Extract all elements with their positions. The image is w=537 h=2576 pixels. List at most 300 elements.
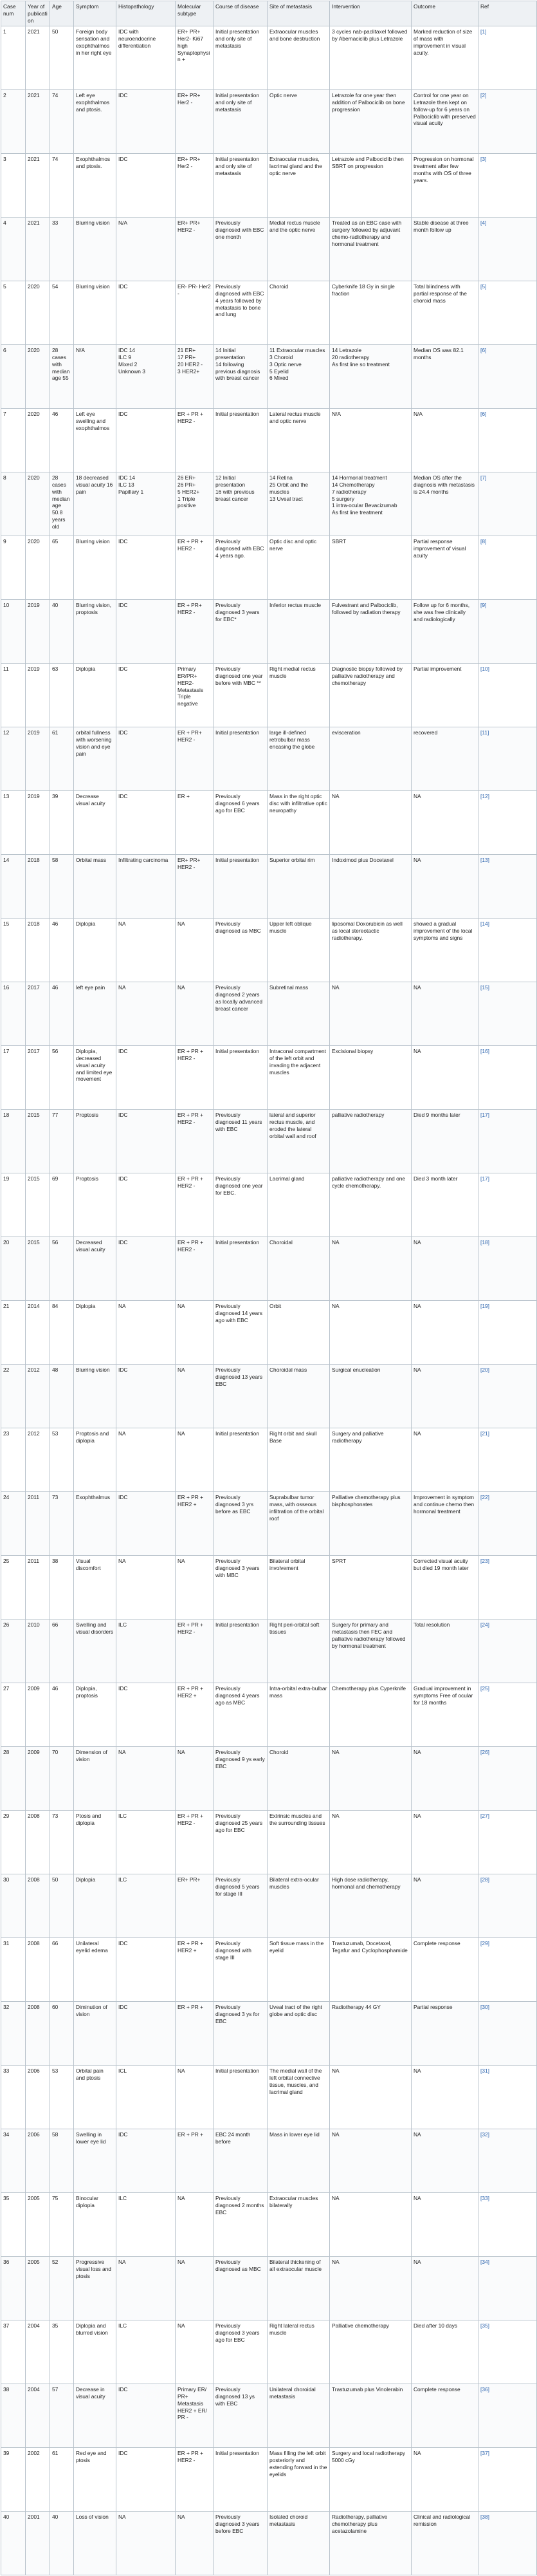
cell-site-of-metastasis: Bilateral orbital involvement bbox=[268, 1556, 330, 1619]
cell-intervention: Fulvestrant and Palbociclib, followed by radiation therapy bbox=[330, 600, 412, 664]
ref-link[interactable]: [23] bbox=[478, 1556, 537, 1619]
table-row bbox=[1, 218, 537, 281]
table-row bbox=[1, 1747, 537, 1811]
cell-year: 2015 bbox=[26, 1237, 50, 1301]
cell-symptom: Left eye swelling and exophthalmos bbox=[74, 409, 116, 472]
cell-outcome: Median OS after the diagnosis with metastasis is 24.4 months bbox=[412, 472, 478, 536]
table-row bbox=[1, 1811, 537, 1874]
table-row bbox=[1, 1428, 537, 1492]
cell-histopathology: IDC bbox=[116, 1683, 176, 1747]
cell-case-num: 30 bbox=[1, 1874, 26, 1938]
cell-intervention: 3 cycles nab-paclitaxel followed by Abemaciclib plus Letrazole bbox=[330, 26, 412, 90]
ref-link[interactable]: [36] bbox=[478, 2384, 537, 2448]
ref-link[interactable]: [25] bbox=[478, 1683, 537, 1747]
header-year: Year of publication bbox=[26, 1, 50, 26]
cell-symptom: Decrease in visual acuity bbox=[74, 2384, 116, 2448]
cell-histopathology: IDC bbox=[116, 1110, 176, 1173]
cell-histopathology: IDC bbox=[116, 600, 176, 664]
cell-histopathology: IDC bbox=[116, 1237, 176, 1301]
ref-link[interactable]: [2] bbox=[478, 90, 537, 154]
cell-year: 2012 bbox=[26, 1428, 50, 1492]
cell-course-of-disease: Previously diagnosed with EBC 4 years ago. bbox=[214, 536, 268, 600]
cell-outcome: Gradual improvement in symptoms Free of ocular for 18 months bbox=[412, 1683, 478, 1747]
cell-molecular-subtype: NA bbox=[176, 2257, 214, 2320]
cell-outcome: Died after 10 days bbox=[412, 2320, 478, 2384]
table-row bbox=[1, 2384, 537, 2448]
cell-case-num: 27 bbox=[1, 1683, 26, 1747]
cell-site-of-metastasis: Right medial rectus muscle bbox=[268, 664, 330, 727]
cell-outcome: recovered bbox=[412, 727, 478, 791]
cell-site-of-metastasis: Uveal tract of the right globe and optic disc bbox=[268, 2002, 330, 2066]
cell-case-num: 11 bbox=[1, 664, 26, 727]
cell-intervention: NA bbox=[330, 1747, 412, 1811]
ref-link[interactable]: [29] bbox=[478, 1938, 537, 2002]
cell-molecular-subtype: ER + PR + HER2 + bbox=[176, 1938, 214, 2002]
cell-age: 50 bbox=[50, 1874, 74, 1938]
ref-link[interactable]: [6] bbox=[478, 345, 537, 409]
cell-molecular-subtype: NA bbox=[176, 1301, 214, 1365]
cell-year: 2009 bbox=[26, 1683, 50, 1747]
ref-link[interactable]: [17] bbox=[478, 1173, 537, 1237]
cell-histopathology: NA bbox=[116, 982, 176, 1046]
cell-case-num: 8 bbox=[1, 472, 26, 536]
cell-histopathology: Infiltrating carcinoma bbox=[116, 855, 176, 919]
cell-outcome: NA bbox=[412, 1365, 478, 1428]
cell-molecular-subtype: NA bbox=[176, 2066, 214, 2129]
cell-intervention: Surgery and local radiotherapy 5000 cGy bbox=[330, 2448, 412, 2512]
cell-age: 35 bbox=[50, 2320, 74, 2384]
cell-course-of-disease: Initial presentation bbox=[214, 2066, 268, 2129]
cell-intervention: NA bbox=[330, 2193, 412, 2257]
table-row bbox=[1, 1046, 537, 1110]
ref-link[interactable]: [26] bbox=[478, 1747, 537, 1811]
cell-molecular-subtype: ER + PR + HER2 - bbox=[176, 409, 214, 472]
cell-site-of-metastasis: Unilateral choroidal metastasis bbox=[268, 2384, 330, 2448]
cell-year: 2018 bbox=[26, 855, 50, 919]
cell-molecular-subtype: ER + PR + HER2 - bbox=[176, 536, 214, 600]
cell-course-of-disease: Initial presentation and only site of metastasis bbox=[214, 154, 268, 218]
cell-outcome: NA bbox=[412, 1811, 478, 1874]
cell-course-of-disease: Previously diagnosed one year before with MBC ** bbox=[214, 664, 268, 727]
ref-link[interactable]: [4] bbox=[478, 218, 537, 281]
header-intervention: Intervention bbox=[330, 1, 412, 26]
cell-year: 2008 bbox=[26, 1874, 50, 1938]
cell-histopathology: NA bbox=[116, 1747, 176, 1811]
cell-symptom: Progressive visual loss and ptosis bbox=[74, 2257, 116, 2320]
cell-age: 28 cases with median age 50.8 years old bbox=[50, 472, 74, 536]
cell-symptom: Loss of vision bbox=[74, 2512, 116, 2575]
ref-link[interactable]: [30] bbox=[478, 2002, 537, 2066]
cell-outcome: Stable disease at three month follow up bbox=[412, 218, 478, 281]
cell-case-num: 3 bbox=[1, 154, 26, 218]
cell-histopathology: IDC bbox=[116, 2002, 176, 2066]
cell-case-num: 21 bbox=[1, 1301, 26, 1365]
cell-intervention: Excisional biopsy bbox=[330, 1046, 412, 1110]
cell-outcome: Partial response bbox=[412, 2002, 478, 2066]
cell-outcome: NA bbox=[412, 2257, 478, 2320]
cell-outcome: NA bbox=[412, 2066, 478, 2129]
cell-intervention: Treated as an EBC case with surgery followed by adjuvant chemo-radiotherapy and hormonal treatment bbox=[330, 218, 412, 281]
cell-site-of-metastasis: Extraocular muscles, lacrimal gland and the optic nerve bbox=[268, 154, 330, 218]
cell-symptom: Swelling in lower eye lid bbox=[74, 2129, 116, 2193]
cell-outcome: Total blindness with partial response of the choroid mass bbox=[412, 281, 478, 345]
cell-symptom: Foreign body sensation and exophthalmos in her right eye bbox=[74, 26, 116, 90]
cell-outcome: NA bbox=[412, 1046, 478, 1110]
cell-site-of-metastasis: Soft tissue mass in the eyelid bbox=[268, 1938, 330, 2002]
cell-year: 2008 bbox=[26, 2002, 50, 2066]
cell-symptom: Proptosis bbox=[74, 1173, 116, 1237]
cell-case-num: 20 bbox=[1, 1237, 26, 1301]
cell-intervention: Radiotherapy 44 GY bbox=[330, 2002, 412, 2066]
cell-year: 2021 bbox=[26, 218, 50, 281]
cell-symptom: Exophthalmos and ptosis. bbox=[74, 154, 116, 218]
cell-symptom: Unilateral eyelid edema bbox=[74, 1938, 116, 2002]
cell-histopathology: ILC bbox=[116, 2320, 176, 2384]
cell-course-of-disease: Previously diagnosed 3 ys for EBC bbox=[214, 2002, 268, 2066]
cell-age: 61 bbox=[50, 727, 74, 791]
cell-outcome: showed a gradual improvement of the local symptoms and signs bbox=[412, 919, 478, 982]
cell-molecular-subtype: ER + PR + HER2 - bbox=[176, 1811, 214, 1874]
ref-link[interactable]: [7] bbox=[478, 472, 537, 536]
cell-age: 46 bbox=[50, 409, 74, 472]
cell-outcome: Corrected visual acuity but died 19 month later bbox=[412, 1556, 478, 1619]
cell-molecular-subtype: ER+ PR+ Her2 - bbox=[176, 90, 214, 154]
cell-symptom: Blurring vision bbox=[74, 218, 116, 281]
cell-case-num: 39 bbox=[1, 2448, 26, 2512]
ref-link[interactable]: [1] bbox=[478, 26, 537, 90]
ref-link[interactable]: [35] bbox=[478, 2320, 537, 2384]
cell-year: 2011 bbox=[26, 1556, 50, 1619]
cell-age: 53 bbox=[50, 2066, 74, 2129]
cell-case-num: 14 bbox=[1, 855, 26, 919]
cell-case-num: 13 bbox=[1, 791, 26, 855]
cell-symptom: Ptosis and diplopia bbox=[74, 1811, 116, 1874]
ref-link[interactable]: [32] bbox=[478, 2129, 537, 2193]
cell-histopathology: IDC bbox=[116, 90, 176, 154]
cell-course-of-disease: Previously diagnosed 5 years for stage III bbox=[214, 1874, 268, 1938]
cell-course-of-disease: Initial presentation and only site of metastasis bbox=[214, 26, 268, 90]
cell-intervention: Letrazole for one year then addition of Palbociclib on bone progression bbox=[330, 90, 412, 154]
table-row bbox=[1, 1301, 537, 1365]
cell-molecular-subtype: ER + PR + HER2 + bbox=[176, 1683, 214, 1747]
cell-outcome: NA bbox=[412, 982, 478, 1046]
table-row bbox=[1, 90, 537, 154]
cell-year: 2021 bbox=[26, 26, 50, 90]
cell-intervention: NA bbox=[330, 791, 412, 855]
table-row bbox=[1, 1619, 537, 1683]
cell-site-of-metastasis: 11 Extraocular muscles 3 Choroid 3 Optic nerve 5 Eyelid 6 Mixed bbox=[268, 345, 330, 409]
cell-outcome: NA bbox=[412, 791, 478, 855]
cell-symptom: Diplopia bbox=[74, 1874, 116, 1938]
cell-intervention: Cyberknife 18 Gy in single fraction bbox=[330, 281, 412, 345]
cell-molecular-subtype: ER + PR + HER2 - bbox=[176, 1110, 214, 1173]
cell-histopathology: N/A bbox=[116, 218, 176, 281]
cell-site-of-metastasis: Isolated choroid metastasis bbox=[268, 2512, 330, 2575]
table-row bbox=[1, 791, 537, 855]
cell-symptom: Decreased visual acuity bbox=[74, 1237, 116, 1301]
cell-age: 40 bbox=[50, 600, 74, 664]
cell-course-of-disease: Previously diagnosed 4 years ago as MBC bbox=[214, 1683, 268, 1747]
cell-outcome: NA bbox=[412, 1428, 478, 1492]
cell-course-of-disease: Initial presentation bbox=[214, 1237, 268, 1301]
ref-link[interactable]: [14] bbox=[478, 919, 537, 982]
cell-histopathology: IDC with neuroendocrine differentiation bbox=[116, 26, 176, 90]
table-row bbox=[1, 1110, 537, 1173]
cell-site-of-metastasis: Lacrimal gland bbox=[268, 1173, 330, 1237]
table-row bbox=[1, 664, 537, 727]
cell-outcome: Median OS was 82.1 months bbox=[412, 345, 478, 409]
cell-histopathology: IDC bbox=[116, 2129, 176, 2193]
table-row bbox=[1, 982, 537, 1046]
cell-course-of-disease: Previously diagnosed with EBC 4 years followed by metastasis to bone and lung bbox=[214, 281, 268, 345]
cell-course-of-disease: EBC 24 month before bbox=[214, 2129, 268, 2193]
ref-link[interactable]: [3] bbox=[478, 154, 537, 218]
cell-site-of-metastasis: Choroidal mass bbox=[268, 1365, 330, 1428]
ref-link[interactable]: [19] bbox=[478, 1301, 537, 1365]
cell-molecular-subtype: ER- PR- Her2 - bbox=[176, 281, 214, 345]
ref-link[interactable]: [31] bbox=[478, 2066, 537, 2129]
cell-site-of-metastasis: Intraconal compartment of the left orbit and invading the adjacent muscles bbox=[268, 1046, 330, 1110]
cell-course-of-disease: Previously diagnosed 2 years as locally advanced breast cancer bbox=[214, 982, 268, 1046]
cell-age: 54 bbox=[50, 281, 74, 345]
cell-intervention: Chemotherapy plus Cyperknife bbox=[330, 1683, 412, 1747]
cell-symptom: Blurring vision bbox=[74, 281, 116, 345]
cell-symptom: Diplopia bbox=[74, 1301, 116, 1365]
ref-link[interactable]: [27] bbox=[478, 1811, 537, 1874]
cell-case-num: 22 bbox=[1, 1365, 26, 1428]
cell-year: 2015 bbox=[26, 1173, 50, 1237]
cell-year: 2004 bbox=[26, 2384, 50, 2448]
header-outcome: Outcome bbox=[412, 1, 478, 26]
cell-age: 50 bbox=[50, 26, 74, 90]
ref-link[interactable]: [18] bbox=[478, 1237, 537, 1301]
cell-course-of-disease: Initial presentation bbox=[214, 409, 268, 472]
table-row bbox=[1, 1938, 537, 2002]
cell-year: 2021 bbox=[26, 90, 50, 154]
cell-histopathology: ILC bbox=[116, 2193, 176, 2257]
cell-histopathology: ILC bbox=[116, 1874, 176, 1938]
cell-molecular-subtype: 26 ER+ 26 PR+ 5 HER2+ 1 Triple positive bbox=[176, 472, 214, 536]
cell-molecular-subtype: ER+ PR+ HER2 - bbox=[176, 855, 214, 919]
ref-link[interactable]: [34] bbox=[478, 2257, 537, 2320]
ref-link[interactable]: [5] bbox=[478, 281, 537, 345]
cell-age: 66 bbox=[50, 1619, 74, 1683]
header-histopathology: Histopathology bbox=[116, 1, 176, 26]
cell-case-num: 31 bbox=[1, 1938, 26, 2002]
cell-molecular-subtype: 21 ER+ 17 PR+ 20 HER2 - 3 HER2+ bbox=[176, 345, 214, 409]
ref-link[interactable]: [33] bbox=[478, 2193, 537, 2257]
cell-histopathology: ILC bbox=[116, 1811, 176, 1874]
ref-link[interactable]: [38] bbox=[478, 2512, 537, 2575]
cell-symptom: Proptosis bbox=[74, 1110, 116, 1173]
cell-case-num: 19 bbox=[1, 1173, 26, 1237]
cell-intervention: Palliative chemotherapy plus bisphosphonates bbox=[330, 1492, 412, 1556]
table-row bbox=[1, 154, 537, 218]
cell-histopathology: IDC bbox=[116, 1365, 176, 1428]
cell-outcome: NA bbox=[412, 2193, 478, 2257]
ref-link[interactable]: [24] bbox=[478, 1619, 537, 1683]
cell-case-num: 23 bbox=[1, 1428, 26, 1492]
cell-intervention: 14 Hormonal treatment 14 Chemotherapy 7 radiotherapy 5 surgery 1 intra-ocular Bevacizumab As first line treatment bbox=[330, 472, 412, 536]
cell-intervention: NA bbox=[330, 1237, 412, 1301]
ref-link[interactable]: [16] bbox=[478, 1046, 537, 1110]
cell-intervention: N/A bbox=[330, 409, 412, 472]
cell-year: 2012 bbox=[26, 1365, 50, 1428]
cell-symptom: 18 decreased visual acuity 16 pain bbox=[74, 472, 116, 536]
cell-year: 2020 bbox=[26, 409, 50, 472]
cell-case-num: 26 bbox=[1, 1619, 26, 1683]
cell-outcome: NA bbox=[412, 1874, 478, 1938]
cell-year: 2017 bbox=[26, 982, 50, 1046]
cell-course-of-disease: Previously diagnosed 3 years before EBC bbox=[214, 2512, 268, 2575]
cell-molecular-subtype: ER + PR + bbox=[176, 2002, 214, 2066]
cell-case-num: 15 bbox=[1, 919, 26, 982]
cell-case-num: 17 bbox=[1, 1046, 26, 1110]
ref-link[interactable]: [22] bbox=[478, 1492, 537, 1556]
cell-year: 2008 bbox=[26, 1811, 50, 1874]
cell-molecular-subtype: Primary ER/PR+ HER2- Metastasis Triple negative bbox=[176, 664, 214, 727]
cell-symptom: Visual discomfort bbox=[74, 1556, 116, 1619]
cell-molecular-subtype: NA bbox=[176, 982, 214, 1046]
cell-outcome: Marked reduction of size of mass with improvement in visual acuity. bbox=[412, 26, 478, 90]
cell-case-num: 25 bbox=[1, 1556, 26, 1619]
cell-age: 65 bbox=[50, 536, 74, 600]
cell-year: 2019 bbox=[26, 600, 50, 664]
cell-symptom: Diplopia, proptosis bbox=[74, 1683, 116, 1747]
cell-site-of-metastasis: Mass in lower eye lid bbox=[268, 2129, 330, 2193]
ref-link[interactable]: [17] bbox=[478, 1110, 537, 1173]
ref-link[interactable]: [11] bbox=[478, 727, 537, 791]
table-row bbox=[1, 1365, 537, 1428]
cell-year: 2020 bbox=[26, 345, 50, 409]
cell-year: 2020 bbox=[26, 472, 50, 536]
cell-site-of-metastasis: Choroidal bbox=[268, 1237, 330, 1301]
cell-symptom: Proptosis and diplopia bbox=[74, 1428, 116, 1492]
cell-outcome: Progression on hormonal treatment after few months with OS of three years. bbox=[412, 154, 478, 218]
ref-link[interactable]: [9] bbox=[478, 600, 537, 664]
cell-case-num: 12 bbox=[1, 727, 26, 791]
cell-molecular-subtype: ER+ PR+ HER2 - bbox=[176, 218, 214, 281]
ref-link[interactable]: [13] bbox=[478, 855, 537, 919]
header-row bbox=[1, 1, 537, 26]
cell-outcome: Partial response improvement of visual acuity bbox=[412, 536, 478, 600]
cell-age: 60 bbox=[50, 2002, 74, 2066]
cell-intervention: Trastuzumab, Docetaxel, Tegafur and Cyclophosphamide bbox=[330, 1938, 412, 2002]
table-body bbox=[1, 26, 537, 2575]
cell-site-of-metastasis: Bilateral thickening of all extraocular muscle bbox=[268, 2257, 330, 2320]
cell-site-of-metastasis: Upper left oblique muscle bbox=[268, 919, 330, 982]
cell-year: 2017 bbox=[26, 1046, 50, 1110]
cell-course-of-disease: Initial presentation and only site of metastasis bbox=[214, 90, 268, 154]
cell-case-num: 29 bbox=[1, 1811, 26, 1874]
cell-molecular-subtype: NA bbox=[176, 1556, 214, 1619]
table-row bbox=[1, 2066, 537, 2129]
cell-age: 56 bbox=[50, 1046, 74, 1110]
ref-link[interactable]: [21] bbox=[478, 1428, 537, 1492]
cell-year: 2019 bbox=[26, 664, 50, 727]
cell-site-of-metastasis: Right lateral rectus muscle bbox=[268, 2320, 330, 2384]
cell-age: 52 bbox=[50, 2257, 74, 2320]
cell-symptom: Diplopia, decreased visual acuity and limited eye movement bbox=[74, 1046, 116, 1110]
cell-course-of-disease: Previously diagnosed 3 years with MBC bbox=[214, 1556, 268, 1619]
table-row bbox=[1, 727, 537, 791]
cell-intervention: SBRT bbox=[330, 536, 412, 600]
cell-age: 75 bbox=[50, 2193, 74, 2257]
header-course-of-disease: Course of disease bbox=[214, 1, 268, 26]
cell-age: 28 cases with median age 55 bbox=[50, 345, 74, 409]
cell-course-of-disease: Previously diagnosed 25 years ago for EBC bbox=[214, 1811, 268, 1874]
cell-course-of-disease: Previously diagnosed with EBC one month bbox=[214, 218, 268, 281]
table-row bbox=[1, 409, 537, 472]
cell-histopathology: IDC bbox=[116, 536, 176, 600]
ref-link[interactable]: [15] bbox=[478, 982, 537, 1046]
cell-intervention: NA bbox=[330, 2129, 412, 2193]
cell-histopathology: IDC bbox=[116, 2448, 176, 2512]
cell-histopathology: IDC 14 ILC 9 Mixed 2 Unknown 3 bbox=[116, 345, 176, 409]
cell-case-num: 34 bbox=[1, 2129, 26, 2193]
cell-site-of-metastasis: Extrinsic muscles and the surrounding tissues bbox=[268, 1811, 330, 1874]
ref-link[interactable]: [8] bbox=[478, 536, 537, 600]
cell-molecular-subtype: ER + PR + HER2 - bbox=[176, 2448, 214, 2512]
cell-molecular-subtype: ER+ PR+ Her2- Ki67 high Synaptophysin + bbox=[176, 26, 214, 90]
cell-outcome: NA bbox=[412, 1747, 478, 1811]
cell-symptom: Left eye exophthalmos and ptosis. bbox=[74, 90, 116, 154]
cell-course-of-disease: Previously diagnosed 13 years EBC bbox=[214, 1365, 268, 1428]
ref-link[interactable]: [37] bbox=[478, 2448, 537, 2512]
cell-course-of-disease: Initial presentation bbox=[214, 1046, 268, 1110]
cell-intervention: Trastuzumab plus Vinolerabin bbox=[330, 2384, 412, 2448]
cell-site-of-metastasis: Optic nerve bbox=[268, 90, 330, 154]
cell-intervention: Palliative chemotherapy bbox=[330, 2320, 412, 2384]
cell-year: 2002 bbox=[26, 2448, 50, 2512]
cell-intervention: evisceration bbox=[330, 727, 412, 791]
cell-age: 73 bbox=[50, 1492, 74, 1556]
cell-age: 69 bbox=[50, 1173, 74, 1237]
cell-age: 74 bbox=[50, 154, 74, 218]
cell-age: 73 bbox=[50, 1811, 74, 1874]
cell-case-num: 1 bbox=[1, 26, 26, 90]
cell-outcome: NA bbox=[412, 2448, 478, 2512]
cell-outcome: Total resolution bbox=[412, 1619, 478, 1683]
ref-link[interactable]: [28] bbox=[478, 1874, 537, 1938]
cell-molecular-subtype: ER + PR + HER2 - bbox=[176, 1046, 214, 1110]
cell-course-of-disease: Previously diagnosed 3 years for EBC* bbox=[214, 600, 268, 664]
cell-intervention: 14 Letrazole 20 radiotherapy As first line so treatment bbox=[330, 345, 412, 409]
cell-course-of-disease: Initial presentation bbox=[214, 1428, 268, 1492]
ref-link[interactable]: [12] bbox=[478, 791, 537, 855]
cell-outcome: NA bbox=[412, 1237, 478, 1301]
cell-case-num: 2 bbox=[1, 90, 26, 154]
ref-link[interactable]: [20] bbox=[478, 1365, 537, 1428]
table-row bbox=[1, 2257, 537, 2320]
cell-histopathology: IDC bbox=[116, 1492, 176, 1556]
cell-year: 2019 bbox=[26, 727, 50, 791]
table-row bbox=[1, 2129, 537, 2193]
ref-link[interactable]: [6] bbox=[478, 409, 537, 472]
cell-molecular-subtype: ER + PR + bbox=[176, 2129, 214, 2193]
cell-molecular-subtype: ER + PR + HER2 - bbox=[176, 1619, 214, 1683]
cell-symptom: Binocular diplopia bbox=[74, 2193, 116, 2257]
cell-symptom: Diplopia and blurred vision bbox=[74, 2320, 116, 2384]
table-row bbox=[1, 472, 537, 536]
cell-histopathology: IDC bbox=[116, 664, 176, 727]
cell-intervention: NA bbox=[330, 2257, 412, 2320]
cell-site-of-metastasis: Extraocular muscles bilaterally bbox=[268, 2193, 330, 2257]
cell-site-of-metastasis: Mass filling the left orbit posteriorly and extending forward in the eyelids bbox=[268, 2448, 330, 2512]
cell-course-of-disease: Previously diagnosed 13 ys with EBC bbox=[214, 2384, 268, 2448]
ref-link[interactable]: [10] bbox=[478, 664, 537, 727]
table-row bbox=[1, 2320, 537, 2384]
